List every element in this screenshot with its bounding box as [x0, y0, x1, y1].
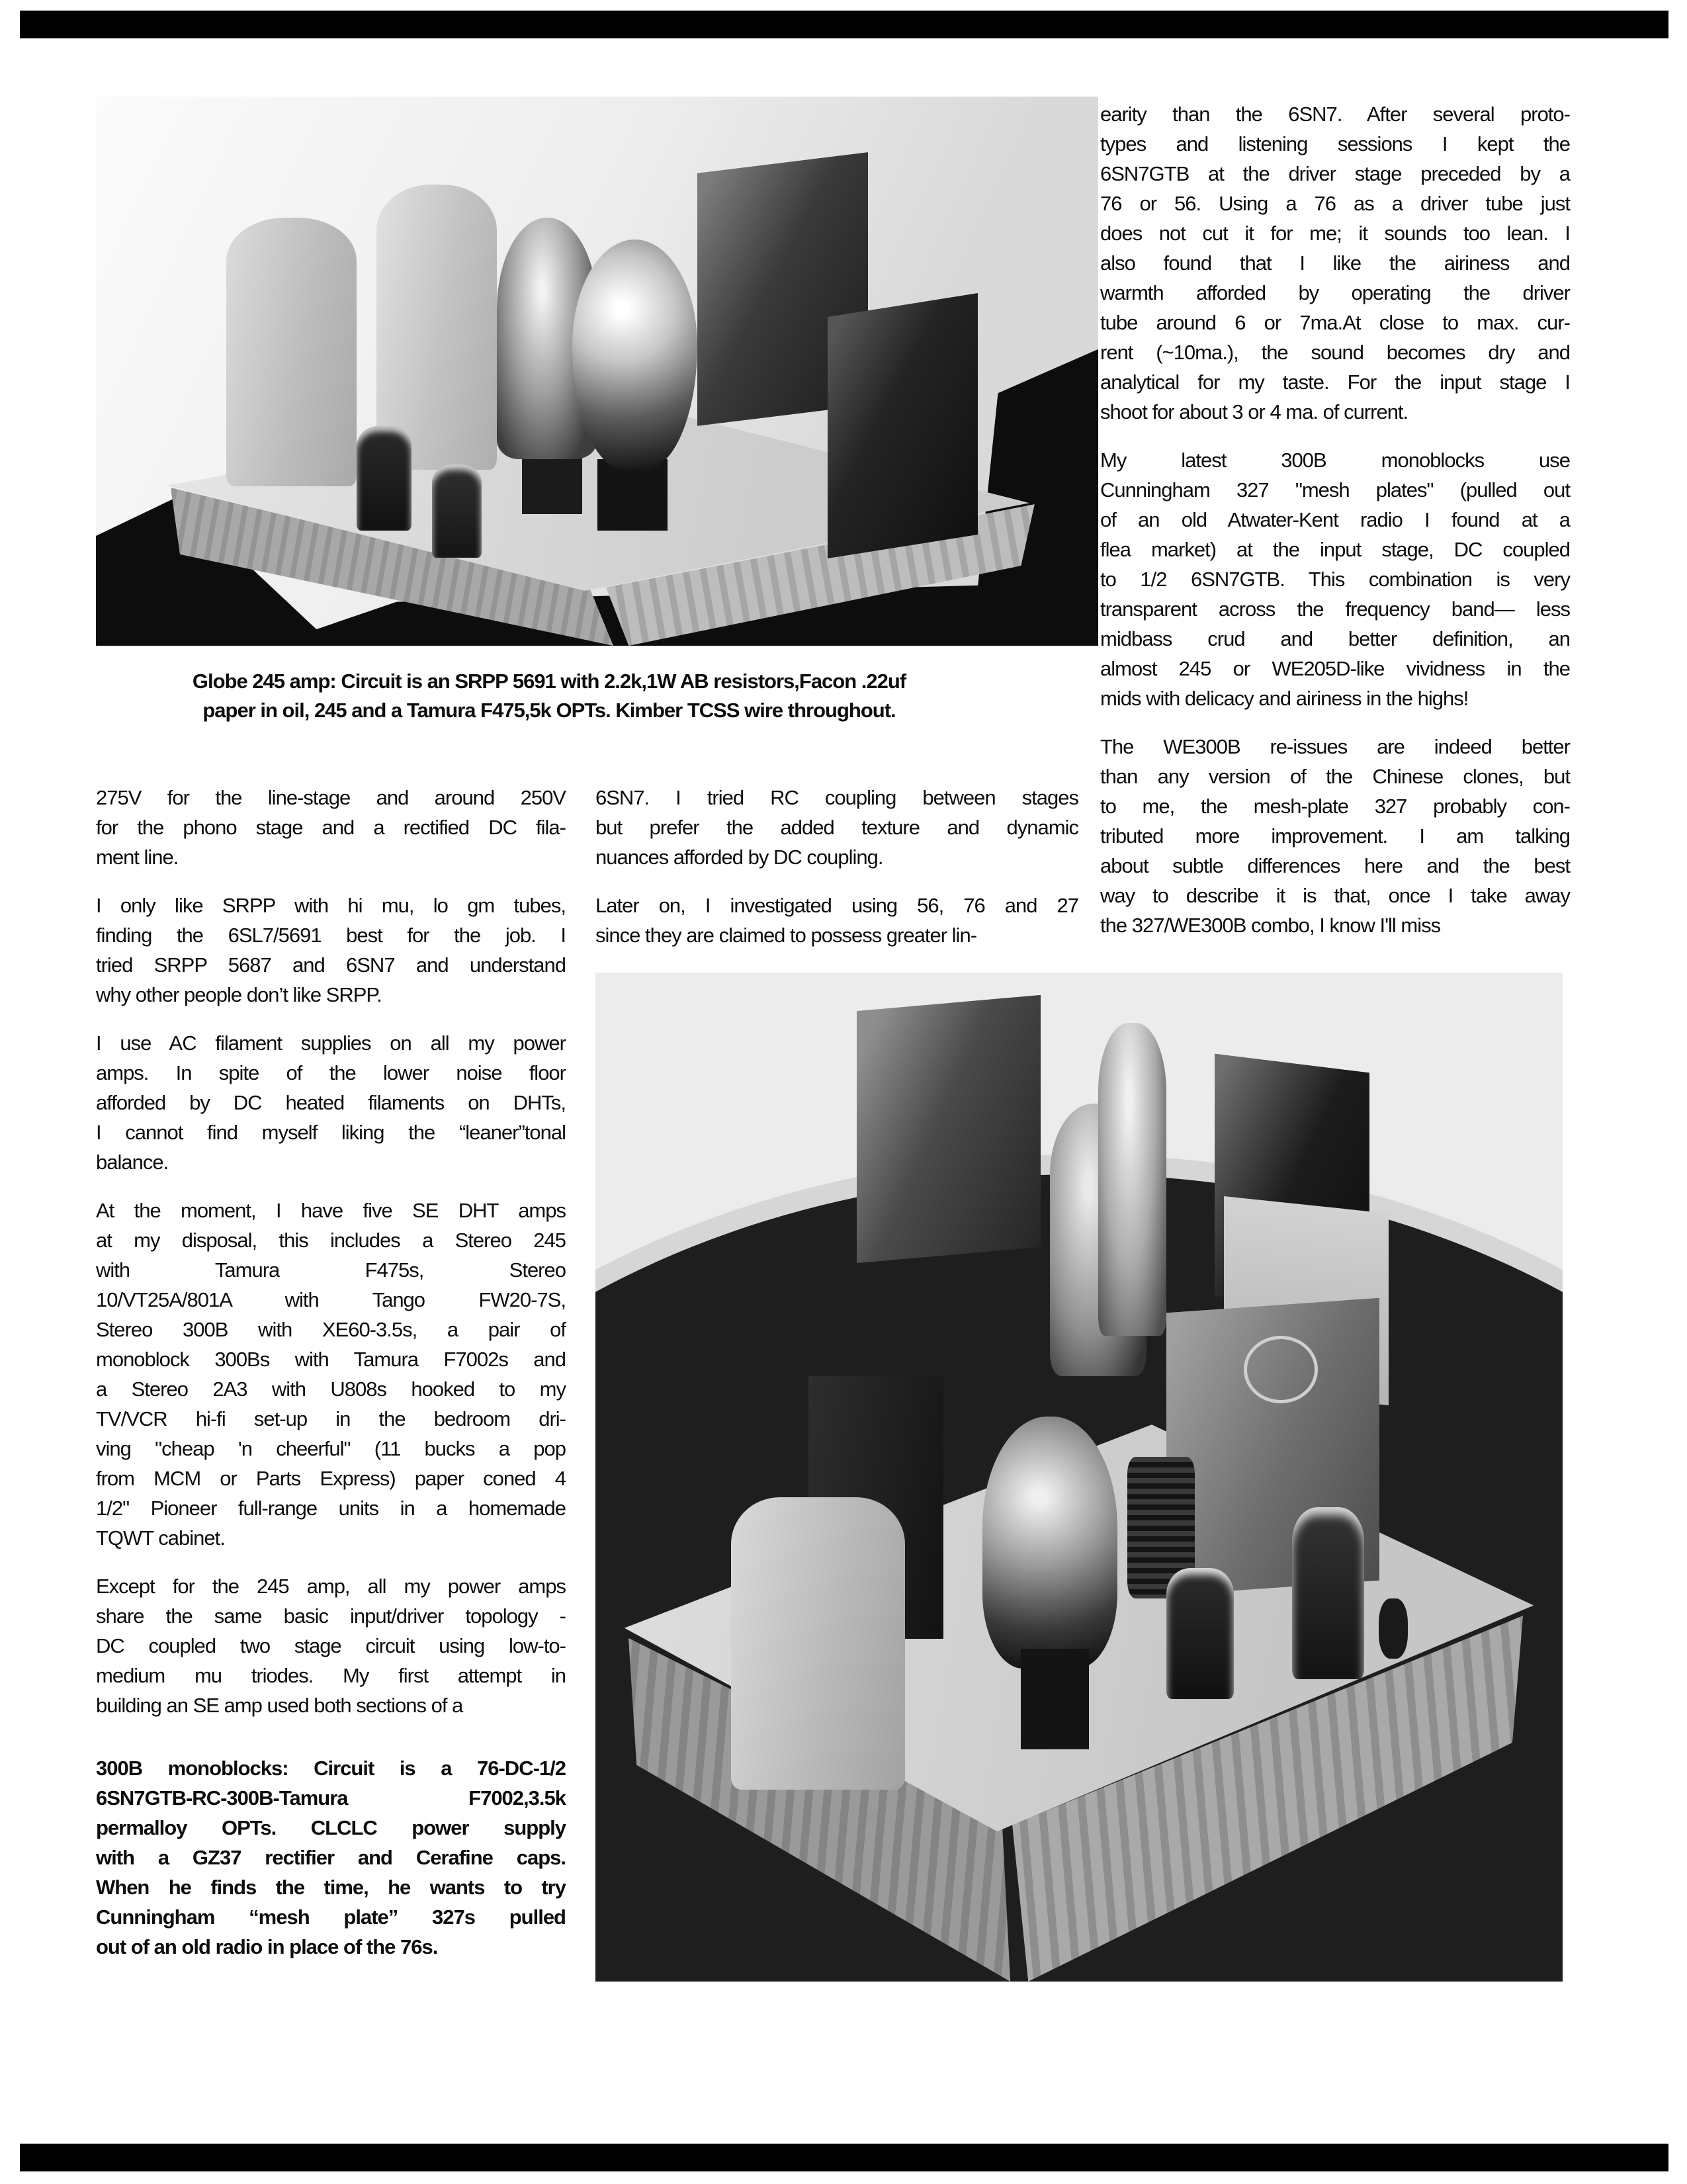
- text-line: 76 or 56. Using a 76 as a driver tube just: [1100, 192, 1570, 215]
- text-line: of an old Atwater-Kent radio I found at a: [1100, 508, 1570, 531]
- text-line: than any version of the Chinese clones, but: [1100, 765, 1570, 788]
- column-left: [96, 783, 566, 1739]
- text-line: Stereo 300B with XE60-3.5s, a pair of: [96, 1318, 566, 1341]
- text-line: tried SRPP 5687 and 6SN7 and understand: [96, 953, 566, 977]
- text-line: amps. In spite of the lower noise floor: [96, 1061, 566, 1084]
- caption-globe-245: [119, 667, 979, 725]
- text-line: types and listening sessions I kept the: [1100, 132, 1570, 155]
- transformer-logo-ring: [1244, 1336, 1318, 1403]
- text-line: share the same basic input/driver topology -: [96, 1604, 566, 1628]
- text-line: My latest 300B monoblocks use: [1100, 449, 1570, 472]
- text-line: monoblock 300Bs with Tamura F7002s and: [96, 1348, 566, 1371]
- text-line: Globe 245 amp: Circuit is an SRPP 5691 with 2.2k,1W AB resistors,Facon .22uf: [192, 670, 906, 693]
- photo-globe-245-amp: [96, 97, 1098, 646]
- text-line: paper in oil, 245 and a Tamura F475,5k OPTs. Kimber TCSS wire throughout.: [202, 699, 896, 722]
- text-line: tributed more improvement. I am talking: [1100, 824, 1570, 848]
- text-line: 275V for the line-stage and around 250V: [96, 786, 566, 809]
- glass-tube: [1098, 1023, 1166, 1336]
- globe-245-tube: [572, 240, 697, 470]
- text-line: balance.: [96, 1151, 169, 1174]
- text-line: I use AC filament supplies on all my power: [96, 1031, 566, 1055]
- text-line: 6SN7. I tried RC coupling between stages: [595, 786, 1078, 809]
- text-line: also found that I like the airiness and: [1100, 251, 1570, 275]
- text-line: shoot for about 3 or 4 ma. of current.: [1100, 400, 1408, 423]
- text-line: flea market) at the input stage, DC coupled: [1100, 538, 1570, 561]
- text-line: transparent across the frequency band— less: [1100, 597, 1570, 621]
- tube-socket-base: [1021, 1649, 1088, 1750]
- text-line: with a GZ37 rectifier and Cerafine caps.: [96, 1846, 566, 1869]
- text-line: 1/2" Pioneer full-range units in a homemade: [96, 1497, 566, 1520]
- text-line: afforded by DC heated filaments on DHTs,: [96, 1091, 566, 1114]
- small-tube: [432, 464, 482, 558]
- capacitor-can: [731, 1497, 905, 1790]
- paragraph: [96, 1196, 566, 1553]
- power-transformer: [857, 995, 1041, 1264]
- text-line: TV/VCR hi-fi set-up in the bedroom dri-: [96, 1407, 566, 1430]
- text-line: analytical for my taste. For the input stage I: [1100, 371, 1570, 394]
- text-line: to me, the mesh-plate 327 probably con-: [1100, 795, 1570, 818]
- paragraph: [96, 891, 566, 1010]
- text-line: When he finds the time, he wants to try: [96, 1876, 566, 1899]
- photo-300b-monoblocks: [595, 973, 1563, 1982]
- text-line: midbass crud and better definition, an: [1100, 627, 1570, 650]
- column-right: [1100, 99, 1570, 959]
- text-line: ving "cheap 'n cheerful" (11 bucks a pop: [96, 1437, 566, 1460]
- text-line: 300B monoblocks: Circuit is a 76-DC-1/2: [96, 1757, 566, 1780]
- text-line: Cunningham “mesh plate” 327s pulled: [96, 1905, 566, 1929]
- text-line: the 327/WE300B combo, I know I'll miss: [1100, 914, 1441, 937]
- text-line: why other people don’t like SRPP.: [96, 983, 382, 1006]
- text-line: nuances afforded by DC coupling.: [595, 846, 883, 869]
- text-line: does not cut it for me; it sounds too lean. I: [1100, 222, 1570, 245]
- text-line: a Stereo 2A3 with U808s hooked to my: [96, 1377, 566, 1401]
- text-line: Cunningham 327 "mesh plates" (pulled out: [1100, 478, 1570, 502]
- capacitor-can: [226, 218, 357, 487]
- binding-post: [1379, 1598, 1408, 1659]
- text-line: warmth afforded by operating the driver: [1100, 281, 1570, 304]
- bottom-rule: [20, 2144, 1668, 2171]
- text-line: finding the 6SL7/5691 best for the job. I: [96, 924, 566, 947]
- text-line: 6SN7GTB-RC-300B-Tamura F7002,3.5k: [96, 1786, 566, 1810]
- paragraph: [1100, 445, 1570, 713]
- text-line: 6SN7GTB at the driver stage preceded by a: [1100, 162, 1570, 185]
- 300b-tube: [982, 1417, 1118, 1669]
- paragraph: [96, 1571, 566, 1720]
- text-line: ment line.: [96, 846, 179, 869]
- text-line: for the phono stage and a rectified DC fila-: [96, 816, 566, 839]
- paragraph: [1100, 99, 1570, 427]
- text-line: since they are claimed to possess greater lin-: [595, 924, 977, 947]
- text-line: permalloy OPTs. CLCLC power supply: [96, 1816, 566, 1839]
- text-line: almost 245 or WE205D-like vividness in the: [1100, 657, 1570, 680]
- text-line: tube around 6 or 7ma.At close to max. cur-: [1100, 311, 1570, 334]
- text-line: but prefer the added texture and dynamic: [595, 816, 1078, 839]
- small-tube: [1292, 1507, 1365, 1679]
- text-line: Except for the 245 amp, all my power amps: [96, 1575, 566, 1598]
- text-line: earity than the 6SN7. After several proto-: [1100, 103, 1570, 126]
- top-rule: [20, 11, 1668, 38]
- text-line: I cannot find myself liking the “leaner”tonal: [96, 1121, 566, 1144]
- text-line: medium mu triodes. My first attempt in: [96, 1664, 566, 1687]
- text-line: building an SE amp used both sections of a: [96, 1694, 463, 1717]
- text-line: 10/VT25A/801A with Tango FW20-7S,: [96, 1288, 566, 1311]
- text-line: DC coupled two stage circuit using low-to-: [96, 1634, 566, 1657]
- text-line: Later on, I investigated using 56, 76 and 27: [595, 894, 1078, 917]
- output-transformer: [828, 293, 978, 558]
- paragraph: [595, 891, 1078, 950]
- text-line: with Tamura F475s, Stereo: [96, 1258, 566, 1282]
- caption-300b-monoblocks: [96, 1753, 566, 1962]
- small-tube: [1166, 1568, 1234, 1699]
- text-line: At the moment, I have five SE DHT amps: [96, 1199, 566, 1222]
- small-tube: [357, 426, 411, 531]
- text-line: mids with delicacy and airiness in the highs!: [1100, 687, 1469, 710]
- paragraph: [1100, 732, 1570, 940]
- paragraph: [595, 783, 1078, 872]
- paragraph: [96, 1028, 566, 1177]
- text-line: The WE300B re-issues are indeed better: [1100, 735, 1570, 758]
- text-line: I only like SRPP with hi mu, lo gm tubes,: [96, 894, 566, 917]
- text-line: out of an old radio in place of the 76s.: [96, 1935, 438, 1958]
- paragraph: [96, 783, 566, 872]
- text-line: about subtle differences here and the best: [1100, 854, 1570, 877]
- text-line: rent (~10ma.), the sound becomes dry and: [1100, 341, 1570, 364]
- column-middle: [595, 783, 1078, 969]
- text-line: way to describe it is that, once I take away: [1100, 884, 1570, 907]
- text-line: TQWT cabinet.: [96, 1526, 225, 1550]
- text-line: at my disposal, this includes a Stereo 245: [96, 1229, 566, 1252]
- text-line: to 1/2 6SN7GTB. This combination is very: [1100, 568, 1570, 591]
- text-line: from MCM or Parts Express) paper coned 4: [96, 1467, 566, 1490]
